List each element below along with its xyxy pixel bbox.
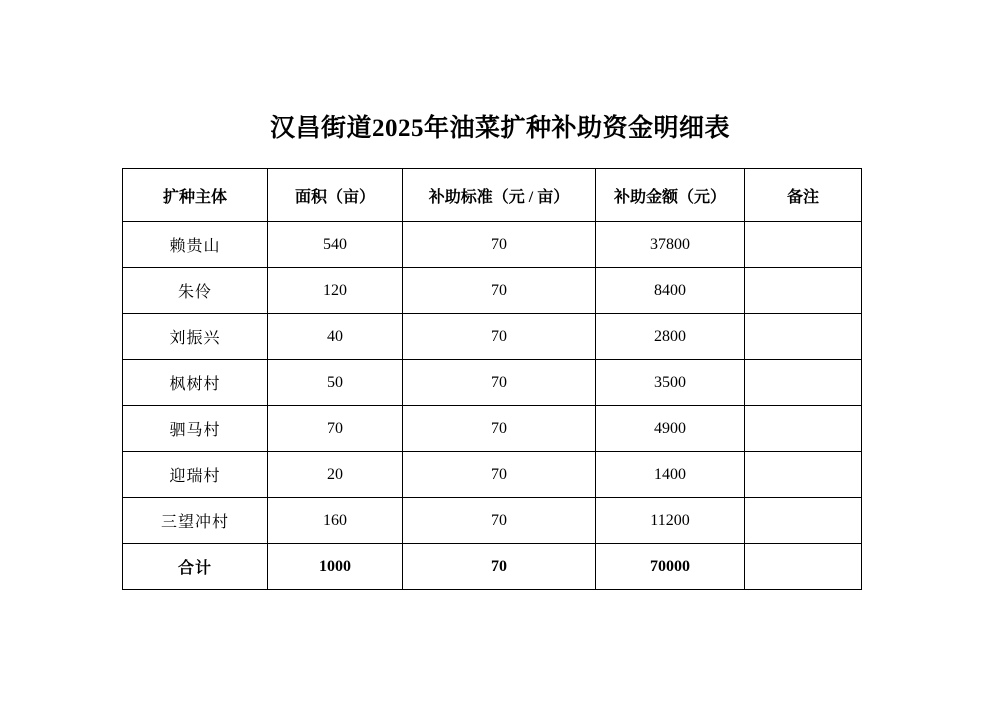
cell-area: 540	[268, 222, 403, 268]
table-header	[123, 169, 862, 222]
column-header-amount: 补助金额（元）	[596, 169, 745, 222]
table-row	[123, 222, 862, 268]
cell-area-total: 1000	[268, 544, 403, 590]
cell-amount: 1400	[596, 452, 745, 498]
cell-area: 120	[268, 268, 403, 314]
cell-subject: 三望冲村	[123, 498, 268, 544]
cell-remark	[745, 452, 862, 498]
table-row	[123, 268, 862, 314]
cell-remark	[745, 314, 862, 360]
cell-amount: 2800	[596, 314, 745, 360]
cell-amount-total: 70000	[596, 544, 745, 590]
cell-standard: 70	[403, 314, 596, 360]
cell-standard: 70	[403, 406, 596, 452]
table-body	[123, 222, 862, 590]
cell-remark	[745, 268, 862, 314]
cell-remark	[745, 498, 862, 544]
cell-subject: 驷马村	[123, 406, 268, 452]
cell-standard: 70	[403, 222, 596, 268]
cell-area: 160	[268, 498, 403, 544]
cell-standard-total: 70	[403, 544, 596, 590]
cell-standard: 70	[403, 498, 596, 544]
table-row-total	[123, 544, 862, 590]
column-header-subject: 扩种主体	[123, 169, 268, 222]
cell-amount: 11200	[596, 498, 745, 544]
page-title: 汉昌街道2025年油菜扩种补助资金明细表	[269, 115, 730, 142]
table-row	[123, 452, 862, 498]
subsidy-table-container	[122, 168, 856, 590]
table-row	[123, 498, 862, 544]
table-row	[123, 406, 862, 452]
cell-subject: 迎瑞村	[123, 452, 268, 498]
cell-remark	[745, 222, 862, 268]
cell-remark	[745, 360, 862, 406]
cell-amount: 37800	[596, 222, 745, 268]
cell-amount: 3500	[596, 360, 745, 406]
cell-area: 20	[268, 452, 403, 498]
cell-subject: 赖贵山	[123, 222, 268, 268]
table-header-row	[123, 169, 862, 222]
cell-remark-total	[745, 544, 862, 590]
cell-remark	[745, 406, 862, 452]
cell-subject-total: 合计	[123, 544, 268, 590]
cell-area: 40	[268, 314, 403, 360]
cell-amount: 4900	[596, 406, 745, 452]
column-header-remark: 备注	[745, 169, 862, 222]
cell-standard: 70	[403, 452, 596, 498]
cell-standard: 70	[403, 268, 596, 314]
cell-standard: 70	[403, 360, 596, 406]
cell-subject: 枫树村	[123, 360, 268, 406]
column-header-area: 面积（亩）	[268, 169, 403, 222]
cell-area: 50	[268, 360, 403, 406]
cell-subject: 刘振兴	[123, 314, 268, 360]
cell-amount: 8400	[596, 268, 745, 314]
cell-area: 70	[268, 406, 403, 452]
table-row	[123, 360, 862, 406]
subsidy-table	[122, 168, 862, 590]
table-row	[123, 314, 862, 360]
cell-subject: 朱伶	[123, 268, 268, 314]
column-header-standard: 补助标准（元 / 亩）	[403, 169, 596, 222]
